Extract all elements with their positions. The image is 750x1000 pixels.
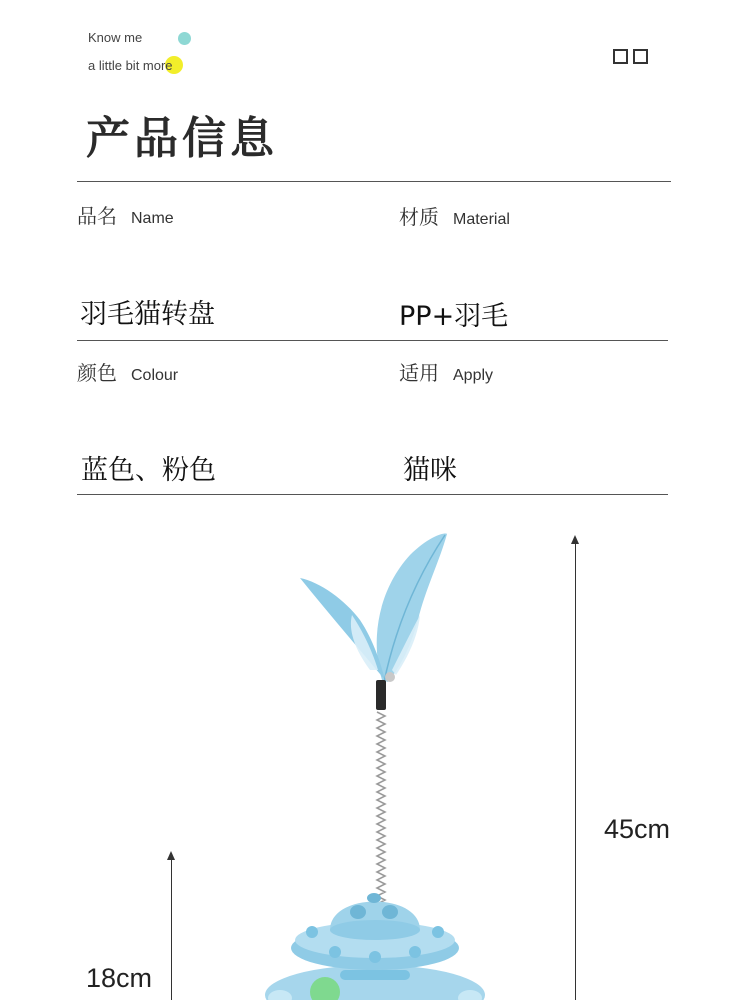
spec-apply-value: 猫咪 — [403, 455, 457, 486]
spec-name-value: 羽毛猫转盘 — [80, 299, 215, 330]
base-dimension-label: 18cm — [86, 963, 153, 993]
teal-dot — [178, 32, 191, 45]
spec-material-value: PP+羽毛 — [399, 301, 509, 332]
spec-name-label: 品名 Name — [77, 204, 174, 228]
feather-cat-turntable-image — [0, 520, 750, 1000]
divider-bottom — [77, 494, 668, 495]
page-title: 产品信息 — [86, 113, 278, 164]
spring-icon — [377, 712, 385, 916]
turntable-base-icon — [265, 893, 485, 1000]
spec-colour-label: 颜色 Colour — [77, 361, 179, 385]
divider-middle — [77, 340, 668, 341]
height-dimension-label: 45cm — [604, 814, 671, 844]
feather-icon — [300, 533, 447, 682]
spec-apply-label: 适用 Apply — [399, 361, 494, 385]
divider-top — [77, 181, 671, 182]
spec-material-label: 材质 Material — [399, 205, 510, 229]
spec-colour-value: 蓝色、粉色 — [81, 455, 216, 486]
tagline-little-bit-more: a little bit more — [88, 58, 173, 73]
tagline-know-me: Know me — [88, 30, 143, 45]
holder-icon — [376, 680, 386, 710]
bell-icon — [385, 672, 395, 682]
